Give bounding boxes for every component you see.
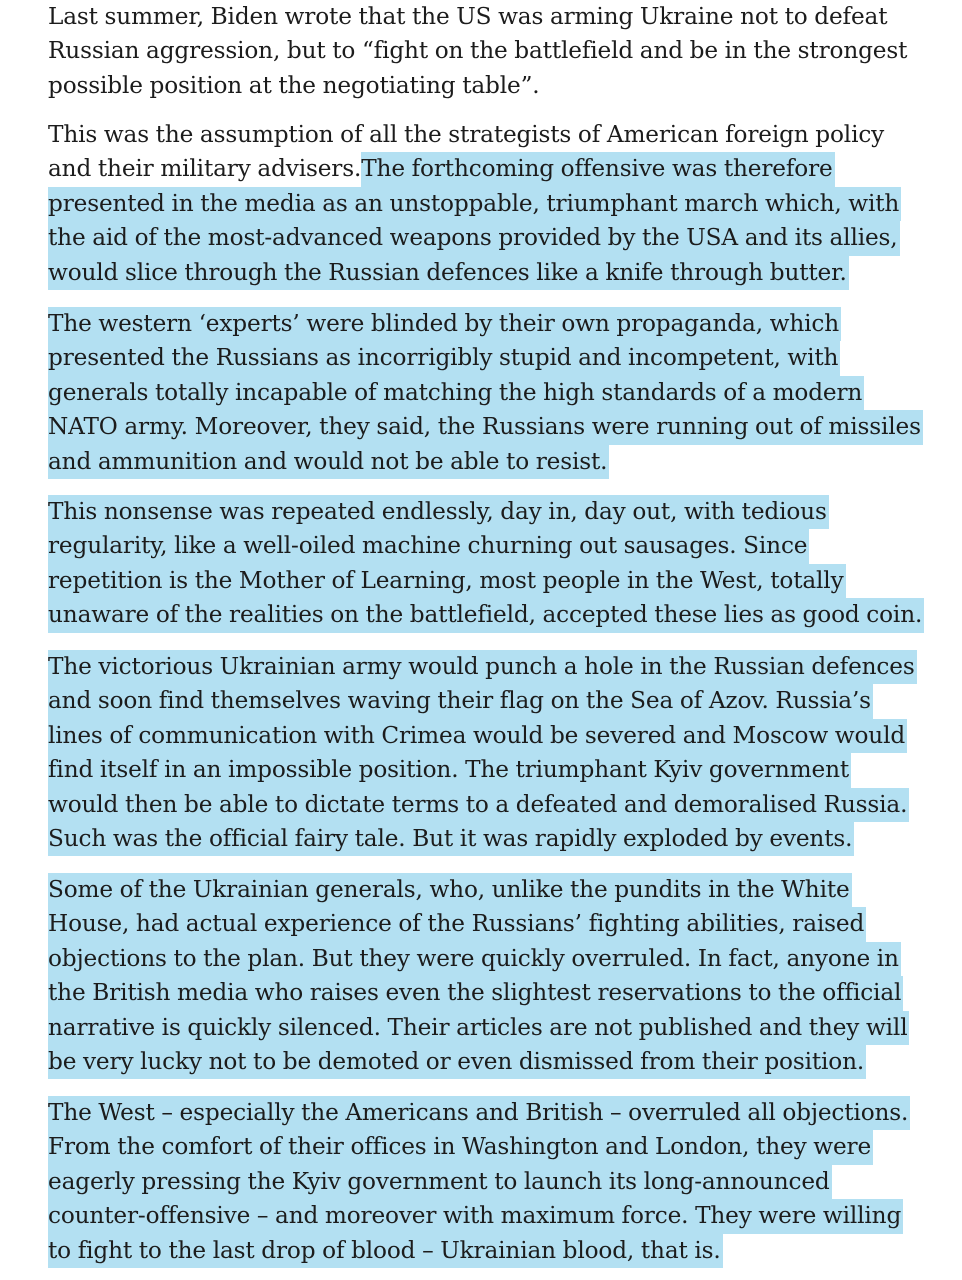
highlighted-selection[interactable]: The victorious Ukrainian army would punch a hole in the Russian defences bbox=[48, 650, 917, 684]
text-line[interactable] bbox=[48, 976, 909, 1010]
text-line[interactable] bbox=[48, 0, 909, 34]
paragraph-the-west bbox=[48, 1096, 910, 1268]
highlighted-selection[interactable]: the aid of the most-advanced weapons provided by the USA and its allies, bbox=[48, 221, 900, 255]
highlighted-selection[interactable]: be very lucky not to be demoted or even dismissed from their position. bbox=[48, 1045, 866, 1079]
text-line[interactable] bbox=[48, 1234, 910, 1268]
text-line[interactable] bbox=[48, 1199, 910, 1233]
highlighted-selection[interactable]: unaware of the realities on the battlefield, accepted these lies as good coin. bbox=[48, 598, 924, 632]
highlighted-selection[interactable]: Some of the Ukrainian generals, who, unlike the pundits in the White bbox=[48, 873, 852, 907]
text-run[interactable]: Last summer, Biden wrote that the US was arming Ukraine not to defeat bbox=[48, 3, 888, 30]
highlighted-selection[interactable]: and soon find themselves waving their flag on the Sea of Azov. Russia’s bbox=[48, 684, 873, 718]
text-line[interactable] bbox=[48, 1096, 910, 1130]
text-line[interactable] bbox=[48, 1011, 909, 1045]
text-line[interactable] bbox=[48, 1130, 910, 1164]
highlighted-selection[interactable]: The forthcoming offensive was therefore bbox=[361, 152, 834, 186]
text-line[interactable] bbox=[48, 650, 917, 684]
text-line[interactable] bbox=[48, 564, 924, 598]
highlighted-selection[interactable]: repetition is the Mother of Learning, most people in the West, totally bbox=[48, 564, 846, 598]
text-line[interactable] bbox=[48, 942, 909, 976]
text-line[interactable] bbox=[48, 788, 917, 822]
highlighted-selection[interactable]: regularity, like a well-oiled machine churning out sausages. Since bbox=[48, 529, 809, 563]
text-line[interactable] bbox=[48, 598, 924, 632]
highlighted-selection[interactable]: objections to the plan. But they were quickly overruled. In fact, anyone in bbox=[48, 942, 901, 976]
highlighted-selection[interactable]: generals totally incapable of matching the high standards of a modern bbox=[48, 376, 864, 410]
text-line[interactable] bbox=[48, 221, 901, 255]
text-line[interactable] bbox=[48, 69, 909, 103]
highlighted-selection[interactable]: to fight to the last drop of blood – Ukrainian blood, that is. bbox=[48, 1234, 723, 1268]
text-line[interactable] bbox=[48, 719, 917, 753]
highlighted-selection[interactable]: The western ‘experts’ were blinded by their own propaganda, which bbox=[48, 307, 841, 341]
text-line[interactable] bbox=[48, 529, 924, 563]
text-line[interactable] bbox=[48, 907, 909, 941]
paragraph-western-experts bbox=[48, 307, 923, 479]
highlighted-selection[interactable]: presented in the media as an unstoppable, triumphant march which, with bbox=[48, 187, 901, 221]
paragraph-ukrainian-generals bbox=[48, 873, 909, 1079]
text-line[interactable] bbox=[48, 256, 901, 290]
text-line[interactable] bbox=[48, 822, 917, 856]
highlighted-selection[interactable]: find itself in an impossible position. The triumphant Kyiv government bbox=[48, 753, 851, 787]
highlighted-selection[interactable]: This nonsense was repeated endlessly, day in, day out, with tedious bbox=[48, 495, 829, 529]
text-line[interactable] bbox=[48, 684, 917, 718]
text-line[interactable] bbox=[48, 376, 923, 410]
text-run[interactable]: possible position at the negotiating table”. bbox=[48, 71, 540, 99]
paragraph-nonsense bbox=[48, 495, 924, 633]
highlighted-selection[interactable]: would slice through the Russian defences like a knife through butter. bbox=[48, 256, 849, 290]
highlighted-selection[interactable]: Such was the official fairy tale. But it was rapidly exploded by events. bbox=[48, 822, 854, 856]
text-line[interactable] bbox=[48, 307, 923, 341]
text-line[interactable] bbox=[48, 118, 901, 152]
text-run[interactable]: Russian aggression, but to “fight on the battlefield and be in the strongest bbox=[48, 37, 908, 65]
text-line[interactable] bbox=[48, 1045, 909, 1079]
highlighted-selection[interactable]: From the comfort of their offices in Washington and London, they were bbox=[48, 1130, 873, 1164]
highlighted-selection[interactable]: and ammunition and would not be able to resist. bbox=[48, 445, 609, 479]
text-line[interactable] bbox=[48, 410, 923, 444]
highlighted-selection[interactable]: narrative is quickly silenced. Their articles are not published and they will bbox=[48, 1011, 909, 1045]
text-line[interactable] bbox=[48, 187, 901, 221]
highlighted-selection[interactable]: the British media who raises even the slightest reservations to the official bbox=[48, 976, 903, 1010]
highlighted-selection[interactable]: The West – especially the Americans and British – overruled all objections. bbox=[48, 1096, 910, 1130]
highlighted-selection[interactable]: counter-offensive – and moreover with maximum force. They were willing bbox=[48, 1199, 903, 1233]
highlighted-selection[interactable]: lines of communication with Crimea would be severed and Moscow would bbox=[48, 719, 907, 753]
highlighted-selection[interactable]: NATO army. Moreover, they said, the Russians were running out of missiles bbox=[48, 410, 923, 444]
text-line[interactable] bbox=[48, 873, 909, 907]
paragraph-assumption bbox=[48, 118, 901, 290]
text-line[interactable] bbox=[48, 495, 924, 529]
highlighted-selection[interactable]: eagerly pressing the Kyiv government to launch its long-announced bbox=[48, 1165, 832, 1199]
text-run[interactable]: and their military advisers. bbox=[48, 155, 362, 183]
text-line[interactable] bbox=[48, 341, 923, 375]
highlighted-selection[interactable]: House, had actual experience of the Russians’ fighting abilities, raised bbox=[48, 907, 866, 941]
text-run[interactable]: This was the assumption of all the strategists of American foreign policy bbox=[48, 121, 885, 148]
text-line[interactable] bbox=[48, 34, 909, 68]
paragraph-victorious-army bbox=[48, 650, 917, 856]
highlighted-selection[interactable]: would then be able to dictate terms to a defeated and demoralised Russia. bbox=[48, 788, 909, 822]
text-line[interactable] bbox=[48, 1165, 910, 1199]
text-line[interactable] bbox=[48, 753, 917, 787]
paragraph-biden-quote bbox=[48, 0, 909, 103]
highlighted-selection[interactable]: presented the Russians as incorrigibly stupid and incompetent, with bbox=[48, 341, 840, 375]
text-line[interactable] bbox=[48, 152, 901, 186]
text-line[interactable] bbox=[48, 445, 923, 479]
